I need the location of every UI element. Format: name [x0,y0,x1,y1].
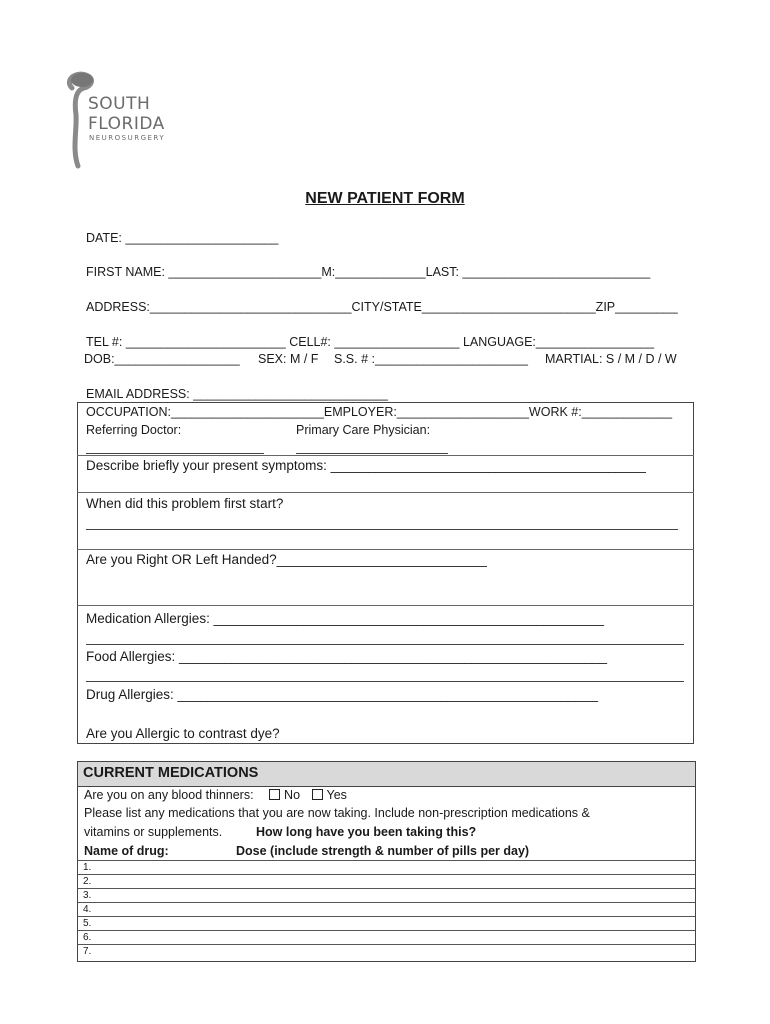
medication-row[interactable] [78,902,695,916]
blood-thinners-question [84,788,347,802]
blood-thinners-label: Are you on any blood thinners: [84,788,254,802]
how-long-prompt: How long have you been taking this? [256,825,477,839]
employment-fields[interactable]: OCCUPATION:______________________EMPLOYER:___________________WORK #:_____________ [86,405,673,419]
medication-allergies-blank[interactable] [86,644,684,645]
divider [77,605,694,606]
divider [77,549,694,550]
logo-line-south: SOUTH [88,94,151,114]
handedness-field[interactable]: Are you Right OR Left Handed?____________________________ [86,552,487,567]
no-option[interactable] [269,788,300,802]
email-field[interactable]: EMAIL ADDRESS: ____________________________ [86,387,388,401]
primary-care-label: Primary Care Physician: [296,423,431,437]
name-fields[interactable]: FIRST NAME: ______________________M:_____________LAST: ___________________________ [86,265,651,279]
dob-field[interactable]: DOB:__________________ [84,352,240,366]
row-number: 2. [83,876,92,887]
row-number: 4. [83,904,92,915]
medication-row[interactable] [78,874,695,888]
no-label: No [284,788,301,802]
row-number: 6. [83,932,92,943]
drug-allergies-field[interactable]: Drug Allergies: ________________________________________________________ [86,687,598,702]
divider [77,455,694,456]
medication-row[interactable] [78,860,695,874]
problem-start-blank[interactable] [86,529,678,530]
medications-header: CURRENT MEDICATIONS [83,765,259,781]
row-number: 3. [83,890,92,901]
row-number: 1. [83,862,92,873]
medication-row[interactable] [78,944,695,958]
food-allergies-field[interactable]: Food Allergies: _________________________________________________________ [86,649,608,664]
marital-field[interactable]: MARTIAL: S / M / D / W [545,352,677,366]
logo-line-florida: FLORIDA [88,114,165,134]
referring-doctor-blank[interactable] [86,453,264,454]
yes-option[interactable] [312,788,347,802]
problem-start-label: When did this problem first start? [86,496,284,511]
row-number: 5. [83,918,92,929]
referring-doctor-label: Referring Doctor: [86,423,182,437]
logo-line-neurosurgery: NEUROSURGERY [89,134,166,142]
medication-row[interactable] [78,930,695,944]
checkbox-icon[interactable] [312,789,323,800]
address-fields[interactable]: ADDRESS:_____________________________CITY/STATE_________________________ZIP_________ [86,300,678,314]
symptoms-field[interactable]: Describe briefly your present symptoms: __________________________________________ [86,458,646,473]
medications-instructions-cont: vitamins or supplements. [84,825,223,839]
row-number: 7. [83,946,92,957]
form-title: NEW PATIENT FORM [305,190,465,207]
phone-fields[interactable]: TEL #: _______________________ CELL#: __________________ LANGUAGE:_________________ [86,335,655,349]
ssn-field[interactable]: S.S. # :______________________ [334,352,528,366]
medication-row[interactable] [78,916,695,930]
food-allergies-blank[interactable] [86,681,684,682]
medications-instructions: Please list any medications that you are now taking. Include non-prescription medications & [84,806,590,820]
yes-label: Yes [326,788,347,802]
checkbox-icon[interactable] [269,789,280,800]
contrast-dye-question: Are you Allergic to contrast dye? [86,726,280,741]
drug-name-column: Name of drug: [84,844,169,858]
date-field[interactable]: DATE: ______________________ [86,231,279,245]
medications-header-bar [78,762,695,787]
primary-care-blank[interactable] [296,453,448,454]
dose-column: Dose (include strength & number of pills per day) [236,844,530,858]
medication-allergies-field[interactable]: Medication Allergies: ____________________________________________________ [86,611,604,626]
medication-row[interactable] [78,888,695,902]
divider [77,492,694,493]
practice-logo [62,70,202,170]
sex-field[interactable]: SEX: M / F [258,352,319,366]
